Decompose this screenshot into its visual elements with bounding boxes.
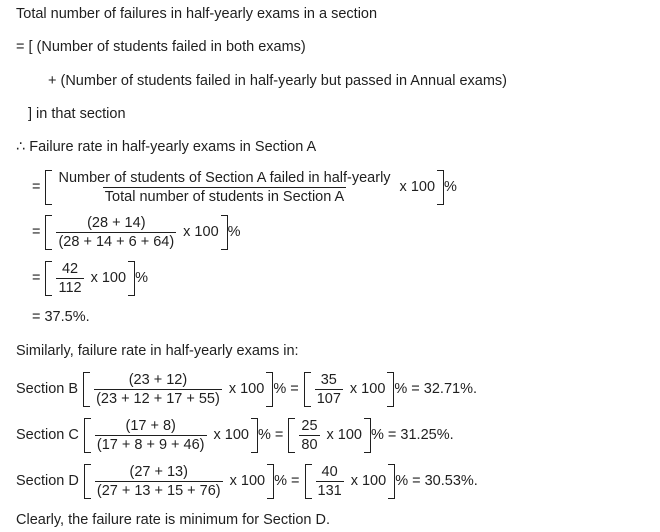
denominator: (17 + 8 + 9 + 46)	[96, 436, 205, 453]
percent-equals: % =	[257, 427, 284, 443]
percent-equals: % =	[273, 381, 299, 397]
numerator: (17 + 8)	[125, 417, 176, 434]
formula-line-3: ] in that section	[28, 106, 126, 122]
section-a-result: = 37.5%.	[32, 309, 90, 325]
formula-line-2: + (Number of students failed in half-yearly but passed in Annual exams)	[48, 73, 508, 89]
percent-equals: % =	[274, 473, 300, 489]
fraction-simplified	[316, 464, 344, 499]
fraction	[94, 372, 222, 407]
fraction-simplified	[299, 418, 319, 453]
equals-sign: =	[32, 179, 41, 195]
multiplier: x 100	[228, 381, 265, 397]
result: % = 31.25%.	[371, 427, 454, 443]
bracket-group	[45, 215, 227, 250]
result: % = 32.71%.	[394, 381, 478, 397]
bracket-group	[83, 372, 273, 407]
numerator: 35	[320, 371, 337, 388]
denominator: (23 + 12 + 17 + 55)	[96, 390, 220, 407]
intro-line: Total number of failures in half-yearly exams in a section	[16, 6, 378, 22]
fraction	[56, 261, 83, 296]
section-a-step-2	[32, 212, 241, 252]
result: % = 30.53%.	[395, 473, 478, 489]
fraction	[56, 170, 392, 205]
multiplier: x 100	[183, 224, 219, 240]
section-label: Section D	[16, 473, 79, 489]
fraction	[95, 464, 223, 499]
equals-sign: =	[32, 224, 41, 240]
section-label: Section B	[16, 381, 79, 397]
denominator: 80	[301, 436, 318, 453]
multiplier: x 100	[229, 473, 266, 489]
multiplier: x 100	[350, 473, 387, 489]
equals-sign: =	[32, 270, 41, 286]
section-a-heading: ∴ Failure rate in half-yearly exams in Section A	[16, 139, 317, 155]
percent-sign: %	[227, 224, 241, 240]
denominator: (28 + 14 + 6 + 64)	[58, 233, 175, 250]
bracket-group	[45, 170, 444, 205]
section-c-equation	[16, 415, 454, 455]
bracket-group	[84, 418, 258, 453]
numerator: (23 + 12)	[128, 371, 188, 388]
denominator: 107	[316, 390, 341, 407]
section-a-step-1	[32, 167, 457, 207]
similarly-line: Similarly, failure rate in half-yearly exams in:	[16, 343, 299, 359]
numerator: 25	[301, 417, 318, 434]
bracket-group-simplified	[305, 464, 396, 499]
conclusion-line: Clearly, the failure rate is minimum for Section D.	[16, 512, 331, 528]
percent-sign: %	[135, 270, 148, 286]
multiplier: x 100	[399, 179, 436, 195]
section-b-equation	[16, 369, 477, 409]
denominator: Total number of students in Section A	[104, 188, 345, 205]
bracket-group-simplified	[304, 372, 395, 407]
fraction-simplified	[315, 372, 343, 407]
multiplier: x 100	[326, 427, 362, 443]
bracket-group	[45, 261, 135, 296]
fraction	[95, 418, 207, 453]
bracket-group	[84, 464, 274, 499]
fraction	[56, 215, 176, 250]
denominator: 131	[317, 482, 342, 499]
numerator: (27 + 13)	[129, 463, 188, 480]
multiplier: x 100	[349, 381, 386, 397]
section-a-step-3	[32, 258, 148, 298]
numerator: 40	[321, 463, 338, 480]
numerator: (28 + 14)	[87, 214, 146, 231]
multiplier: x 100	[90, 270, 127, 286]
multiplier: x 100	[213, 427, 249, 443]
numerator: 42	[61, 260, 79, 277]
section-d-equation	[16, 461, 478, 501]
denominator: (27 + 13 + 15 + 76)	[96, 482, 221, 499]
section-label: Section C	[16, 427, 79, 443]
denominator: 112	[58, 279, 82, 296]
numerator: Number of students of Section A failed in half-yearly	[58, 169, 391, 186]
bracket-group-simplified	[288, 418, 371, 453]
formula-line-1: = [ (Number of students failed in both exams)	[16, 39, 306, 55]
percent-sign: %	[444, 179, 457, 195]
